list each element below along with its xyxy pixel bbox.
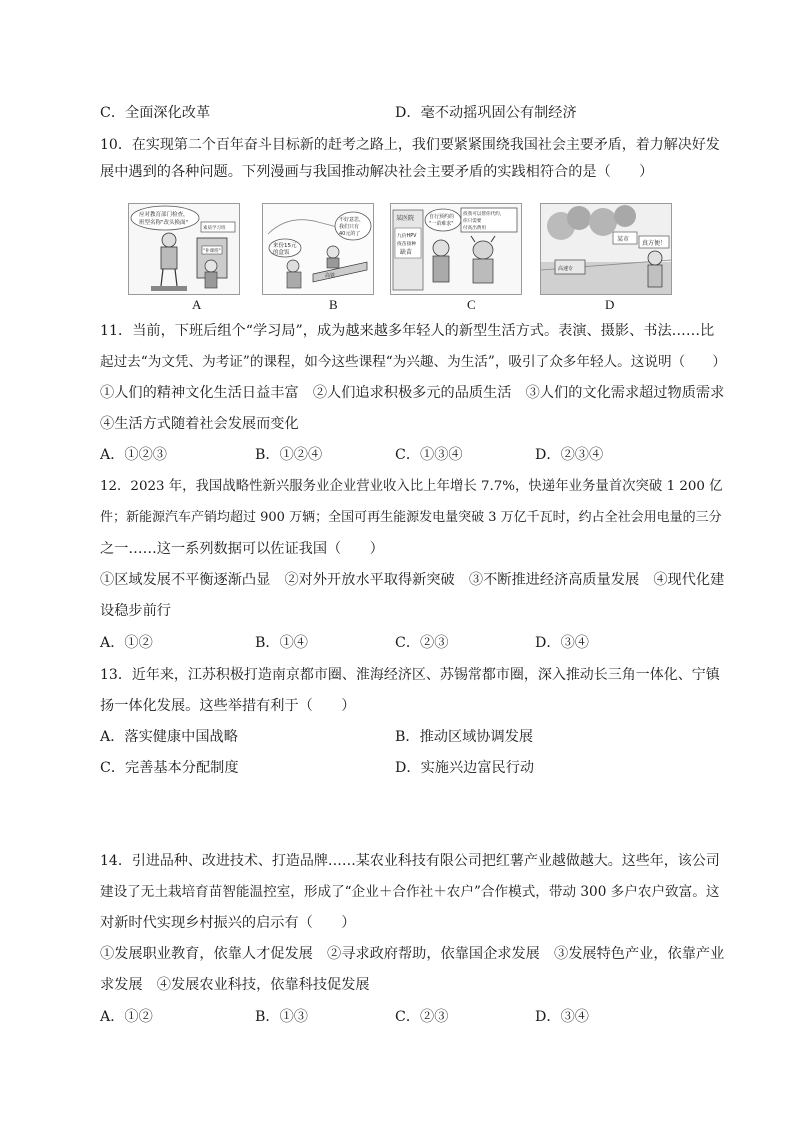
cartoon-a-caption: A — [192, 297, 202, 312]
q12-option-b: B．①④ — [255, 635, 308, 651]
cartoon-c-bubble1-line1: 自行预约的 — [429, 214, 455, 220]
q13-option-a: A．落实健康中国战略 — [100, 729, 238, 745]
cartoon-d-bus-label: 高速专 — [558, 266, 574, 272]
q14-stem-line3: 对新时代实现乡村振兴的启示有（ ） — [100, 915, 356, 931]
q11-stem-line1: 11．当前，下班后组个“学习局”，成为越来越多年轻人的新型生活方式。表演、摄影、书法……比 — [100, 323, 715, 339]
cartoon-c-bubble2-line1: 找我可以帮你代约， — [463, 212, 505, 217]
cartoon-b-bubble2-line2: 我们只有 — [339, 224, 360, 230]
q12-statements-line2: 设稳步前行 — [100, 603, 171, 619]
q12-stem-line1: 12．2023 年，我国战略性新兴服务业企业营业收入比上年增长 7.7%，快递年业务量首次突破 1 200 亿 — [100, 479, 723, 494]
q11-option-d: D．②③④ — [535, 447, 604, 463]
q13-option-c: C．完善基本分配制度 — [100, 760, 239, 776]
cartoon-d — [540, 203, 672, 295]
cartoon-c-sign-line1: 九价HPV — [397, 234, 417, 239]
cartoon-d-bubble: 真方便！ — [642, 240, 667, 247]
q12-option-a: A．①② — [100, 635, 153, 651]
cartoon-d-sign: 某市 — [617, 236, 630, 243]
q11-statements-line2: ④生活方式随着社会发展而变化 — [100, 416, 299, 432]
cartoon-b-bubble2-line1: 不好意思， — [339, 217, 365, 223]
cartoon-a-board: 素质学习班 — [203, 226, 226, 231]
cartoon-c — [390, 203, 522, 295]
q14-option-d: D．③④ — [535, 1009, 589, 1025]
cartoon-c-bubble2-line3: 付高出费用 — [463, 226, 486, 231]
q11-statements-line1: ①人们的精神文化生活日益丰富 ②人们追求积极多元的品质生活 ③人们的文化需求超过物质需求 — [100, 385, 725, 401]
q12-option-d: D．③④ — [535, 635, 589, 651]
q9-option-c: C．全面深化改革 — [100, 105, 211, 121]
q11-option-b: B．①②④ — [255, 447, 323, 463]
q12-statements-line1: ①区域发展不平衡逐渐凸显 ②对外开放水平取得新突破 ③不断推进经济高质量发展 ④现代化建 — [100, 572, 725, 588]
q14-statements-line1: ①发展职业教育，依靠人才促发展 ②寻求政府帮助，依靠国企求发展 ③发展特色产业，依靠产业 — [100, 946, 725, 962]
q11-option-a: A．①②③ — [100, 447, 167, 463]
q14-stem-line1: 14．引进品种、改进技术、打造品牌……某农业科技有限公司把红薯产业越做越大。这些年，该公司 — [100, 853, 720, 869]
q12-option-c: C．②③ — [395, 635, 449, 651]
q13-option-d: D．实施兴边富民行动 — [395, 760, 535, 776]
cartoon-b-bubble1-line1: 来份15元 — [273, 243, 297, 249]
cartoon-b-bubble2-line3: 40元的了 — [339, 231, 361, 237]
cartoon-d-caption: D — [605, 297, 615, 312]
q14-stem-line2: 建设了无土栽培育苗智能温控室，形成了“企业＋合作社＋农户”合作模式，带动 300 多户农户致富。这 — [100, 884, 720, 900]
q12-stem-line3: 之一……这一系列数据可以佐证我国（ ） — [100, 541, 384, 557]
q11-option-c: C．①③④ — [395, 447, 463, 463]
cartoon-a — [128, 203, 240, 295]
q14-option-a: A．①② — [100, 1009, 153, 1025]
q13-stem-line1: 13．近年来，江苏积极打造南京都市圈、淮海经济区、苏锡常都市圈，深入推动长三角一体化、宁镇 — [100, 667, 720, 683]
cartoon-a-sign: "补课班" — [203, 249, 221, 254]
cartoon-b — [262, 203, 374, 295]
q14-option-b: B．①③ — [255, 1009, 308, 1025]
cartoon-c-hospital: 某医院 — [396, 215, 415, 222]
q14-statements-line2: 求发展 ④发展农业科技，依靠科技促发展 — [100, 977, 370, 993]
q12-stem-line2: 件；新能源汽车产销均超过 900 万辆；全国可再生能源发电量突破 3 万亿千瓦时，约占全社会用电量的三分 — [100, 510, 722, 525]
q10-stem-line1: 10．在实现第二个百年奋斗目标新的赶考之路上，我们要紧紧围绕我国社会主要矛盾，着力解决好发 — [100, 137, 720, 153]
cartoon-b-sign: 高铁 — [325, 273, 336, 279]
cartoon-b-bubble1-line2: 的盒饭 — [273, 250, 290, 256]
q13-stem-line2: 扬一体化发展。这些举措有利于（ ） — [100, 698, 356, 714]
cartoon-c-bubble1-line2: "一苗难求" — [429, 221, 454, 227]
q13-option-b: B．推动区域协调发展 — [395, 729, 534, 745]
cartoon-c-sign-line3: 缺苗 — [400, 249, 413, 256]
cartoon-c-caption: C — [467, 297, 476, 312]
q9-option-d: D．毫不动摇巩固公有制经济 — [395, 105, 577, 121]
q14-option-c: C．②③ — [395, 1009, 449, 1025]
cartoon-c-sign-line2: 疫苗接种 — [397, 242, 417, 247]
cartoon-c-bubble2-line2: 你只需要 — [463, 219, 482, 224]
cartoon-a-bubble-line2: 班型名称"改头换面" — [139, 220, 189, 226]
cartoon-a-bubble-line1: 应对教育部门检查， — [139, 212, 189, 218]
cartoon-b-caption: B — [329, 297, 338, 312]
q11-stem-line2: 起过去“为文凭、为考证”的课程，如今这些课程“为兴趣、为生活”，吸引了众多年轻人。这说明（ ） — [100, 354, 726, 370]
q10-stem-line2: 展中遇到的各种问题。下列漫画与我国推动解决社会主要矛盾的实践相符合的是（ ） — [100, 164, 654, 180]
